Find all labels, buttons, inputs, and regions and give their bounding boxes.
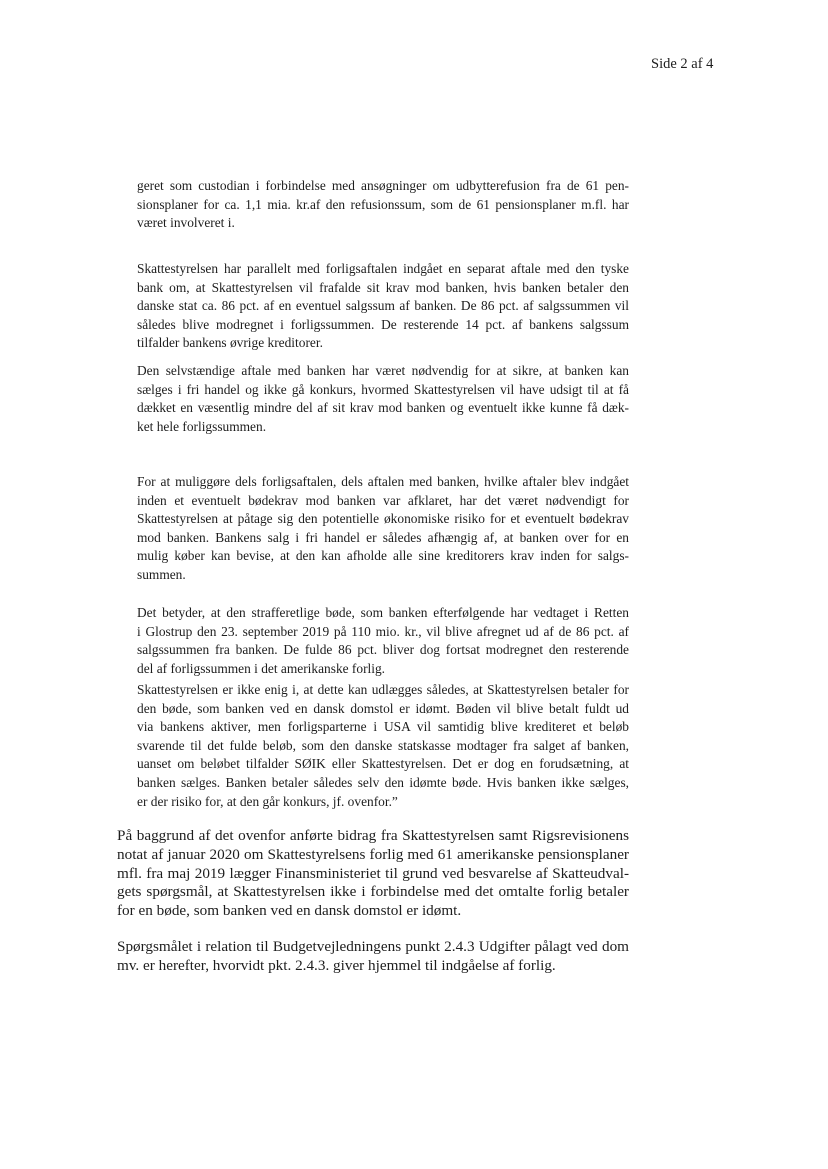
text-line: For at muliggøre dels forligsaftalen, dels aftalen med banken, hvilke aftaler blev indgået — [137, 474, 629, 489]
text-line: geret som custodian i forbindelse med ansøgninger om udbytterefusion fra de 61 pen- — [137, 178, 629, 193]
text-line: mulig køber kan bevise, at den kan afholde alle sine kreditorers krav inden for salgs- — [137, 548, 629, 564]
text-line: bank om, at Skattestyrelsen vil frafalde sit krav mod banken, hvis banken betaler den — [137, 279, 629, 295]
text-line: via bankens aktiver, men forligsparterne i USA vil samtidig blive krediteret et beløb — [137, 719, 629, 735]
paragraph — [137, 604, 629, 678]
paragraph — [137, 362, 629, 436]
text-line: Skattestyrelsen har parallelt med forligsaftalen indgået en separat aftale med den tyske — [137, 261, 629, 276]
text-line: mod banken. Bankens salg i fri handel er således afhængig af, at banken over for en — [137, 529, 629, 545]
paragraph — [117, 938, 629, 976]
text-line: På baggrund af det ovenfor anførte bidrag fra Skattestyrelsen samt Rigsrevisionens — [117, 827, 629, 844]
text-line: tilfalder bankens øvrige kreditorer. — [137, 335, 323, 351]
text-line: den bøde, som banken ved en dansk domstol er idømt. Bøden vil blive betalt fuldt ud — [137, 700, 629, 716]
text-line: Skattestyrelsen er ikke enig i, at dette kan udlægges således, at Skattestyrelsen betaler for — [137, 682, 629, 697]
paragraph — [137, 177, 629, 233]
text-line: svarende til det fulde beløb, som den danske statskasse modtager fra salget af banken, — [137, 737, 629, 753]
text-line: mfl. fra maj 2019 lægger Finansministeriet til grund ved besvarelse af Skatteudval- — [117, 864, 629, 882]
text-line: sionsplaner for ca. 1,1 mia. kr.af den refusionssum, som de 61 pensionsplaner m.fl. har — [137, 196, 629, 212]
paragraph — [137, 473, 629, 585]
text-line: notat af januar 2020 om Skattestyrelsens forlig med 61 amerikanske pensionsplaner — [117, 845, 629, 863]
text-line: Det betyder, at den strafferetlige bøde, som banken efterfølgende har vedtaget i Retten — [137, 605, 629, 620]
text-line: sælges i fri handel og ikke gå konkurs, hvormed Skattestyrelsen vil have udsigt til at få — [137, 381, 629, 397]
text-line: ket hele forligssummen. — [137, 418, 267, 434]
page-number: Side 2 af 4 — [651, 56, 714, 72]
paragraph — [117, 827, 629, 921]
text-line: uanset om beløbet tilfalder SØIK eller Skattestyrelsen. Det er dog en forudsætning, at — [137, 756, 629, 772]
text-line: gets spørgsmål, at Skattestyrelsen ikke i forbindelse med det omtalte forlig betaler — [117, 883, 629, 901]
text-line: således blive modregnet i forligssummen. De resterende 14 pct. af bankens salgssum — [137, 316, 629, 332]
text-line: i Glostrup den 23. september 2019 på 110 mio. kr., vil blive afregnet ud af de 86 pct. af — [137, 623, 629, 639]
text-line: del af forligssummen i det amerikanske forlig. — [137, 660, 386, 676]
text-line: Skattestyrelsen at påtage sig den potentielle økonomiske risiko for et eventuelt bødekrav — [137, 511, 629, 527]
paragraph — [137, 260, 629, 353]
text-line: for en bøde, som banken ved en dansk domstol er idømt. — [117, 902, 462, 920]
text-line: er der risiko for, at den går konkurs, jf. ovenfor.” — [137, 793, 398, 809]
text-line: salgssummen fra banken. De fulde 86 pct. bliver dog fortsat modregnet den resterende — [137, 642, 629, 658]
text-line: været involveret i. — [137, 215, 235, 231]
text-line: Den selvstændige aftale med banken har været nødvendig for at sikre, at banken kan — [137, 363, 629, 378]
text-line: danske stat ca. 86 pct. af en eventuel salgssum af banken. De 86 pct. af salgssummen vil — [137, 298, 629, 314]
text-line: banken sælges. Banken betaler således selv den idømte bøde. Hvis banken ikke sælges, — [137, 774, 629, 790]
text-line: summen. — [137, 566, 186, 582]
text-line: dækket en væsentlig mindre del af sit krav mod banken og eventuelt ikke kunne få dæk- — [137, 400, 629, 416]
paragraph — [137, 681, 629, 811]
text-line: Spørgsmålet i relation til Budgetvejledningens punkt 2.4.3 Udgifter pålagt ved dom — [117, 938, 629, 955]
text-line: inden et eventuelt bødekrav mod banken var afklaret, har det været nødvendigt for — [137, 492, 629, 508]
text-line: mv. er herefter, hvorvidt pkt. 2.4.3. giver hjemmel til indgåelse af forlig. — [117, 956, 556, 974]
